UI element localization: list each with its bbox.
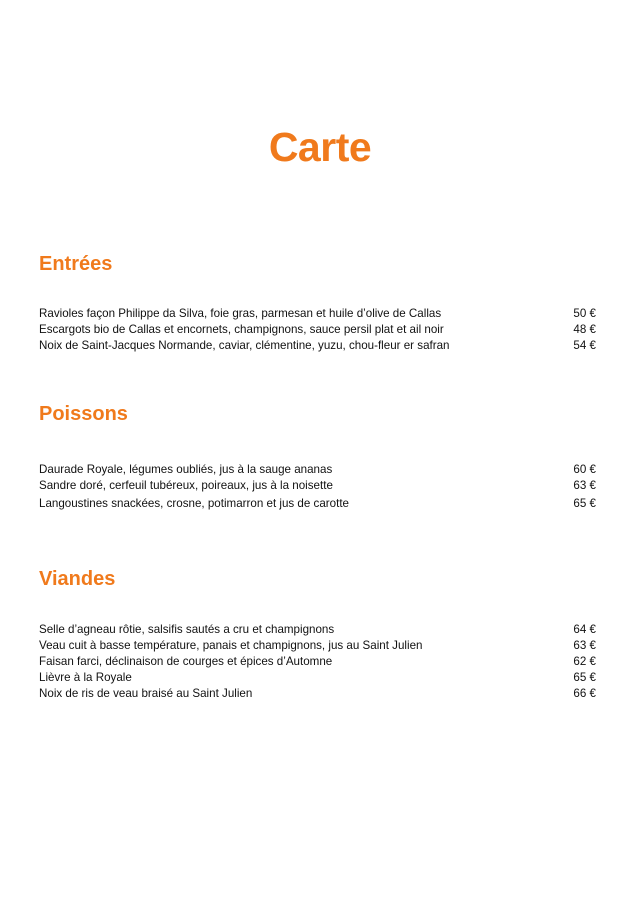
menu-item (39, 686, 596, 702)
section-heading: Entrées (39, 253, 113, 275)
item-price: 64 € (573, 623, 596, 636)
menu-item (39, 462, 596, 478)
menu-item (39, 306, 596, 322)
item-price: 65 € (573, 497, 596, 510)
menu-item (39, 322, 596, 338)
menu-item (39, 638, 596, 654)
section-poissons (39, 402, 596, 510)
item-price: 65 € (573, 671, 596, 684)
menu-item (39, 338, 596, 354)
item-price: 54 € (573, 339, 596, 352)
item-price: 60 € (573, 463, 596, 476)
item-price: 62 € (573, 655, 596, 668)
item-name: Ravioles façon Philippe da Silva, foie gras, parmesan et huile d’olive de Callas (39, 307, 442, 320)
item-name: Daurade Royale, légumes oubliés, jus à la sauge ananas (39, 463, 333, 476)
menu-item (39, 670, 596, 686)
section-heading: Poissons (39, 403, 128, 425)
item-name: Lièvre à la Royale (39, 671, 132, 684)
section-entrees (39, 252, 596, 352)
item-price: 50 € (573, 307, 596, 320)
menu-item (39, 622, 596, 638)
item-name: Noix de Saint-Jacques Normande, caviar, clémentine, yuzu, chou-fleur er safran (39, 339, 450, 352)
section-viandes (39, 567, 596, 700)
item-name: Faisan farci, déclinaison de courges et épices d’Automne (39, 655, 333, 668)
item-name: Veau cuit à basse température, panais et champignons, jus au Saint Julien (39, 639, 423, 652)
page-title: Carte (268, 124, 372, 170)
item-name: Langoustines snackées, crosne, potimarron et jus de carotte (39, 497, 349, 510)
item-name: Sandre doré, cerfeuil tubéreux, poireaux, jus à la noisette (39, 479, 333, 492)
item-name: Escargots bio de Callas et encornets, champignons, sauce persil plat et ail noir (39, 323, 444, 336)
item-name: Selle d’agneau rôtie, salsifis sautés a cru et champignons (39, 623, 335, 636)
item-name: Noix de ris de veau braisé au Saint Julien (39, 687, 253, 700)
item-price: 63 € (573, 639, 596, 652)
menu-item (39, 654, 596, 670)
menu-item (39, 478, 596, 494)
section-heading: Viandes (39, 568, 116, 590)
menu-item (39, 496, 596, 512)
item-price: 48 € (573, 323, 596, 336)
item-price: 63 € (573, 479, 596, 492)
item-price: 66 € (573, 687, 596, 700)
